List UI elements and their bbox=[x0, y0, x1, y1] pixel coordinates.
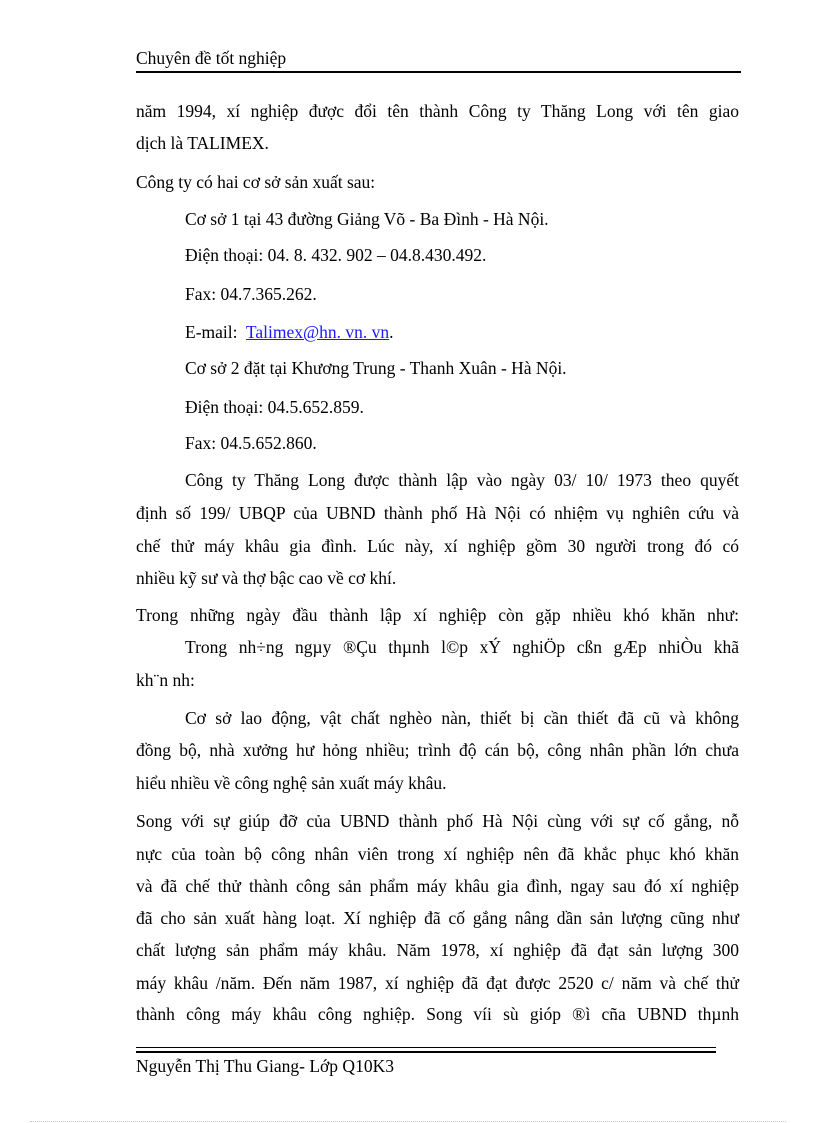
text-line: thành công máy khâu công nghiệp. Song víi sù gióp ®ì cña UBND thµnh bbox=[136, 1004, 739, 1024]
text-line: Song với sự giúp đỡ của UBND thành phố Hà Nội cùng với sự cố gắng, nỗ bbox=[136, 811, 739, 831]
text-line: chất lượng sản phẩm máy khâu. Năm 1978, xí nghiệp đã đạt sản lượng 300 bbox=[136, 940, 739, 960]
text-line: đã cho sản xuất hàng loạt. Xí nghiệp đã cố gắng nâng dần sản lượng cũng như bbox=[136, 908, 739, 928]
text-line: máy khâu /năm. Đến năm 1987, xí nghiệp đã đạt được 2520 c/ năm và chế thử bbox=[136, 973, 739, 993]
text-line: Công ty có hai cơ sở sản xuất sau: bbox=[136, 172, 376, 192]
text-line: năm 1994, xí nghiệp được đổi tên thành Công ty Thăng Long với tên giao bbox=[136, 101, 739, 121]
email-link[interactable]: Talimex@hn. vn. vn bbox=[245, 322, 390, 342]
text-line: đồng bộ, nhà xưởng hư hỏng nhiều; trình độ cán bộ, công nhân phần lớn chưa bbox=[136, 740, 739, 760]
page-footer-author: Nguyễn Thị Thu Giang- Lớp Q10K3 bbox=[136, 1056, 394, 1076]
text-line: Công ty Thăng Long được thành lập vào ngày 03/ 10/ 1973 theo quyết bbox=[185, 470, 739, 490]
text-line: Điện thoại: 04. 8. 432. 902 – 04.8.430.492. bbox=[185, 245, 487, 265]
text-line: Trong nh÷ng ngµy ®Çu thµnh l©p xÝ nghiÖp cßn gÆp nhiÒu khã bbox=[185, 637, 739, 657]
header-divider bbox=[136, 71, 741, 73]
email-period: . bbox=[389, 322, 394, 342]
email-label: E-mail: bbox=[185, 322, 238, 342]
text-line: Cơ sở 1 tại 43 đường Giảng Võ - Ba Đình - Hà Nội. bbox=[185, 209, 549, 229]
text-line: Fax: 04.5.652.860. bbox=[185, 433, 317, 453]
text-line: Fax: 04.7.365.262. bbox=[185, 284, 317, 304]
text-line: nhiều kỹ sư và thợ bậc cao về cơ khí. bbox=[136, 568, 397, 588]
page-edge-dotted-line bbox=[30, 1121, 786, 1122]
text-line: dịch là TALIMEX. bbox=[136, 133, 269, 153]
text-line: Cơ sở 2 đặt tại Khương Trung - Thanh Xuân - Hà Nội. bbox=[185, 358, 567, 378]
text-line: nực của toàn bộ công nhân viên trong xí nghiệp nên đã khắc phục khó khăn bbox=[136, 844, 739, 864]
text-line: hiểu nhiều về công nghệ sản xuất máy khâu. bbox=[136, 773, 447, 793]
text-line: Cơ sở lao động, vật chất nghèo nàn, thiết bị cần thiết đã cũ và không bbox=[185, 708, 739, 728]
email-line bbox=[185, 321, 394, 343]
text-line: kh¨n nh: bbox=[136, 670, 195, 690]
text-line: định số 199/ UBQP của UBND thành phố Hà Nội có nhiệm vụ nghiên cứu và bbox=[136, 503, 739, 523]
text-line: Điện thoại: 04.5.652.859. bbox=[185, 397, 364, 417]
page-header-title: Chuyên đề tốt nghiệp bbox=[136, 48, 287, 68]
footer-divider bbox=[136, 1047, 716, 1048]
text-line: Trong những ngày đầu thành lập xí nghiệp còn gặp nhiều khó khăn như: bbox=[136, 605, 739, 625]
footer-divider-thick bbox=[136, 1051, 716, 1053]
text-line: và đã chế thử thành công sản phẩm máy khâu gia đình, ngay sau đó xí nghiệp bbox=[136, 876, 739, 896]
text-line: chế thử máy khâu gia đình. Lúc này, xí nghiệp gồm 30 người trong đó có bbox=[136, 536, 739, 556]
